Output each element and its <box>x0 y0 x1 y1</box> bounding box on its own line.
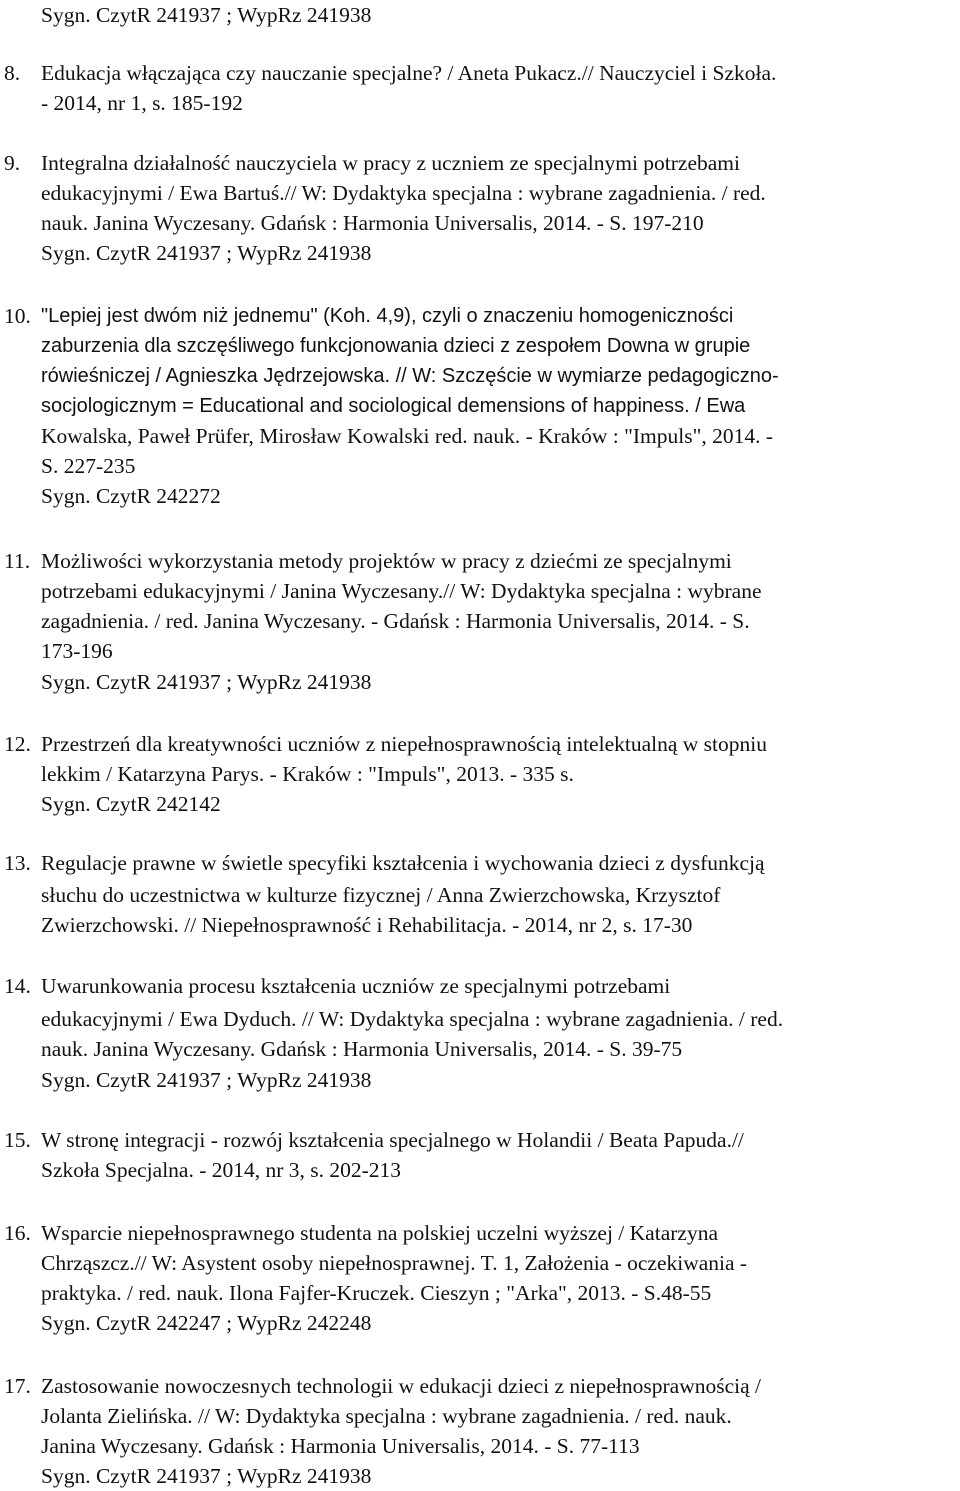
entry-line: edukacyjnymi / Ewa Bartuś.// W: Dydaktyka specjalna : wybrane zagadnienia. / red. <box>41 181 766 205</box>
entry-line: socjologicznym = Educational and sociological demensions of happiness. / Ewa <box>41 395 746 417</box>
entry-line: S. 227-235 <box>41 454 136 478</box>
entry-number: 14. <box>4 974 31 998</box>
entry-signature: Sygn. CzytR 242142 <box>41 792 221 816</box>
entry-line: Zwierzchowski. // Niepełnosprawność i Rehabilitacja. - 2014, nr 2, s. 17-30 <box>41 913 693 937</box>
entry-line: edukacyjnymi / Ewa Dyduch. // W: Dydaktyka specjalna : wybrane zagadnienia. / red. <box>41 1007 784 1031</box>
entry-line: Kowalska, Paweł Prüfer, Mirosław Kowalski red. nauk. - Kraków : "Impuls", 2014. - <box>41 424 774 448</box>
entry-number: 11. <box>4 549 31 573</box>
entry-number: 15. <box>4 1128 31 1152</box>
entry-line: Chrząszcz.// W: Asystent osoby niepełnosprawnej. T. 1, Założenia - oczekiwania - <box>41 1251 748 1275</box>
entry-line: potrzebami edukacyjnymi / Janina Wyczesany.// W: Dydaktyka specjalna : wybrane <box>41 579 762 603</box>
entry-line: W stronę integracji - rozwój kształcenia specjalnego w Holandii / Beata Papuda.// <box>41 1128 744 1152</box>
entry-line: Jolanta Zielińska. // W: Dydaktyka specjalna : wybrane zagadnienia. / red. nauk. <box>41 1404 732 1428</box>
entry-number: 13. <box>4 851 31 875</box>
entry-signature: Sygn. CzytR 241937 ; WypRz 241938 <box>41 241 372 265</box>
entry-line: zagadnienia. / red. Janina Wyczesany. - Gdańsk : Harmonia Universalis, 2014. - S. <box>41 609 750 633</box>
entry-line: Szkoła Specjalna. - 2014, nr 3, s. 202-213 <box>41 1158 402 1182</box>
entry-line: Integralna działalność nauczyciela w pracy z uczniem ze specjalnymi potrzebami <box>41 151 741 175</box>
entry-signature: Sygn. CzytR 242247 ; WypRz 242248 <box>41 1311 372 1335</box>
entry-line: nauk. Janina Wyczesany. Gdańsk : Harmonia Universalis, 2014. - S. 39-75 <box>41 1037 683 1061</box>
entry-signature: Sygn. CzytR 242272 <box>41 484 221 508</box>
entry-line: Regulacje prawne w świetle specyfiki kształcenia i wychowania dzieci z dysfunkcją <box>41 851 765 875</box>
entry-number: 10. <box>4 304 31 328</box>
entry-line: praktyka. / red. nauk. Ilona Fajfer-Kruczek. Cieszyn ; "Arka", 2013. - S.48-55 <box>41 1281 712 1305</box>
entry-number: 16. <box>4 1221 31 1245</box>
entry-line: lekkim / Katarzyna Parys. - Kraków : "Impuls", 2013. - 335 s. <box>41 762 574 786</box>
entry-number: 12. <box>4 732 31 756</box>
entry-signature: Sygn. CzytR 241937 ; WypRz 241938 <box>41 1068 372 1092</box>
entry-line: - 2014, nr 1, s. 185-192 <box>41 91 243 115</box>
entry-signature: Sygn. CzytR 241937 ; WypRz 241938 <box>41 670 372 694</box>
entry-line: Zastosowanie nowoczesnych technologii w edukacji dzieci z niepełnosprawnością / <box>41 1374 762 1398</box>
entry-number: 8. <box>4 61 21 85</box>
top-signature: Sygn. CzytR 241937 ; WypRz 241938 <box>41 3 372 27</box>
entry-line: zaburzenia dla szczęśliwego funkcjonowania dzieci z zespołem Downa w grupie <box>41 335 751 357</box>
entry-signature: Sygn. CzytR 241937 ; WypRz 241938 <box>41 1464 372 1488</box>
entry-line: Janina Wyczesany. Gdańsk : Harmonia Universalis, 2014. - S. 77-113 <box>41 1434 640 1458</box>
entry-line: Możliwości wykorzystania metody projektów w pracy z dziećmi ze specjalnymi <box>41 549 732 573</box>
entry-line: Edukacja włączająca czy nauczanie specjalne? / Aneta Pukacz.// Nauczyciel i Szkoła. <box>41 61 777 85</box>
entry-line: Przestrzeń dla kreatywności uczniów z niepełnosprawnością intelektualną w stopniu <box>41 732 767 756</box>
entry-line: Uwarunkowania procesu kształcenia uczniów ze specjalnymi potrzebami <box>41 974 671 998</box>
entry-line: słuchu do uczestnictwa w kulturze fizycznej / Anna Zwierzchowska, Krzysztof <box>41 883 721 907</box>
entry-line: "Lepiej jest dwóm niż jednemu" (Koh. 4,9), czyli o znaczeniu homogeniczności <box>41 305 734 327</box>
entry-line: Wsparcie niepełnosprawnego studenta na polskiej uczelni wyższej / Katarzyna <box>41 1221 718 1245</box>
entry-line: rówieśniczej / Agnieszka Jędrzejowska. // W: Szczęście w wymiarze pedagogiczno- <box>41 365 779 387</box>
entry-number: 9. <box>4 151 21 175</box>
entry-number: 17. <box>4 1374 31 1398</box>
entry-line: nauk. Janina Wyczesany. Gdańsk : Harmonia Universalis, 2014. - S. 197-210 <box>41 211 704 235</box>
entry-line: 173-196 <box>41 639 113 663</box>
